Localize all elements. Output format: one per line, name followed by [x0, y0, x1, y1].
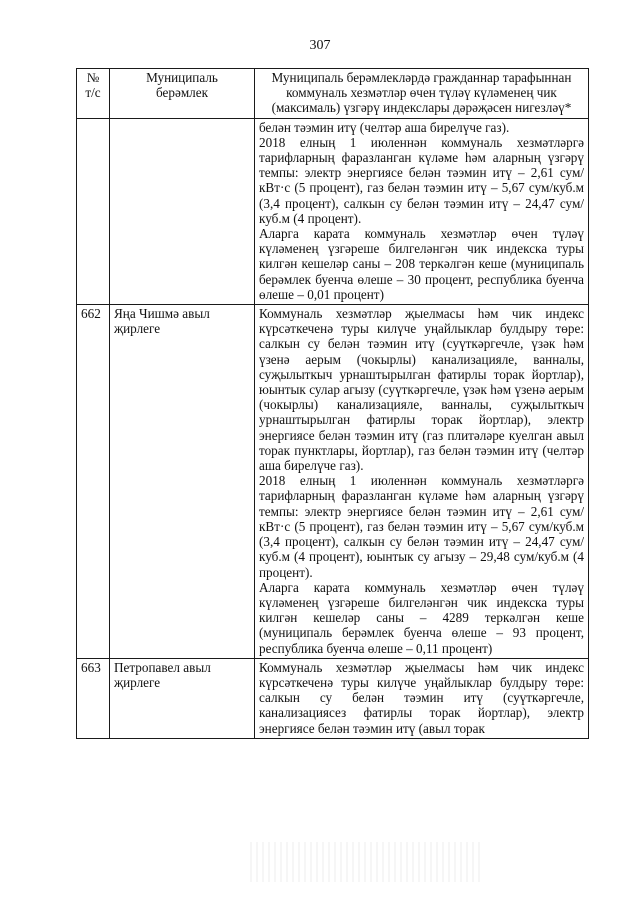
paragraph: Аларга карата коммуналь хезмәтләр өчен түләү күләменең үзгәреше билгеләнгән чик индекска туры килгән кешеләр саны – 4289 теркәлгән кеше (муниципаль берәмлек буенча өлеше – 93 процент, республика буенча өлеше – 0,11 процент): [259, 579, 584, 656]
table-header-row: [77, 69, 589, 119]
row-municipality: Петропавел авыл җирлеге: [110, 658, 255, 738]
scan-smudge: [250, 842, 480, 882]
header-justification-text: Муниципаль берәмлекләрдә гражданнар тарафыннан коммуналь хезмәтләр өчен түләү күләменең чик (максималь) үзгәрү индекслары дәрәҗәсен нигезләү*: [271, 70, 572, 116]
paragraph: Аларга карата коммуналь хезмәтләр өчен түләү күләменең үзгәреше билгеләнгән чик индекска туры килгән кешеләр саны – 208 теркәлгән кеше (муниципаль берәмлек буенча өлеше – 30 процент, республика буенча өлеше – 0,01 процент): [259, 226, 584, 302]
header-municipality-text: Муниципаль берәмлек: [146, 70, 218, 101]
paragraph: 2018 елның 1 июленнән коммуналь хезмәтләргә тарифларның фаразланган күләме һәм аларның үзгәрү темпы: электр энергиясе белән тәэмин итү – 2,61 сум/кВт·с (5 процент), газ белән тәэмин итү – 5,67 сум/куб.м (3,4 процент), салкын су белән тәэмин итү – 24,47 сум/куб.м (4 процент).: [259, 134, 584, 226]
row-number: 663: [77, 658, 110, 738]
paragraph: Коммуналь хезмәтләр җыелмасы һәм чик индекс күрсәткеченә туры килүче уңайлыклар булдыру төре: салкын су белән тәэмин итү (суүткәргечле, үзәк һәм үзенә аерым (чокырлы) канализацияле, ванналы, суҗылыткыч урнаштырылган фатирлы торак йортлар), юынтык сулар агызу (суүткәргечле, үзәк һәм үзенә аерым (чокырлы) канализацияле, ванналы, суҗылыткыч урнаштырылган фатирлы торак йортлар), электр энергиясе белән тәэмин итү (газ плитәләре куелган авыл торак пунктлары, йортлар), газ белән тәэмин итү (челтәр аша бирелүче газ).: [259, 306, 584, 474]
row-justification: [255, 658, 589, 738]
table-row: [77, 658, 589, 738]
row-number: 662: [77, 305, 110, 659]
header-number-text: № т/с: [85, 70, 101, 101]
paragraph: Коммуналь хезмәтләр җыелмасы һәм чик индекс күрсәткеченә туры килүче уңайлыклар булдыру төре: салкын су белән тәэмин итү (суүткәргечле, канализациясез фатирлы торак йортлар), электр энергиясе белән тәэмин итү (авыл торак: [259, 659, 584, 736]
table-row: [77, 305, 589, 659]
row-justification: [255, 118, 589, 304]
row-municipality: Яңа Чишмә авыл җирлеге: [110, 305, 255, 659]
municipal-index-table: [76, 68, 589, 739]
row-justification: [255, 305, 589, 659]
row-number: [77, 118, 110, 304]
header-justification: [255, 69, 589, 119]
header-municipality: [110, 69, 255, 119]
paragraph: белән тәэмин итү (челтәр аша бирелүче газ).: [259, 119, 510, 135]
paragraph: 2018 елның 1 июленнән коммуналь хезмәтләргә тарифларның фаразланган күләме һәм аларның үзгәрү темпы: электр энергиясе белән тәэмин итү – 2,61 сум/кВт·с (5 процент), газ белән тәэмин итү – 5,67 сум/куб.м (3,4 процент), салкын су белән тәэмин итү – 24,47 сум/куб.м (4 процент), юынтык су агызу – 29,48 сум/куб.м (4 процент).: [259, 473, 584, 580]
row-municipality: [110, 118, 255, 304]
header-number: [77, 69, 110, 119]
page-number: 307: [309, 38, 331, 53]
table-row: [77, 118, 589, 304]
